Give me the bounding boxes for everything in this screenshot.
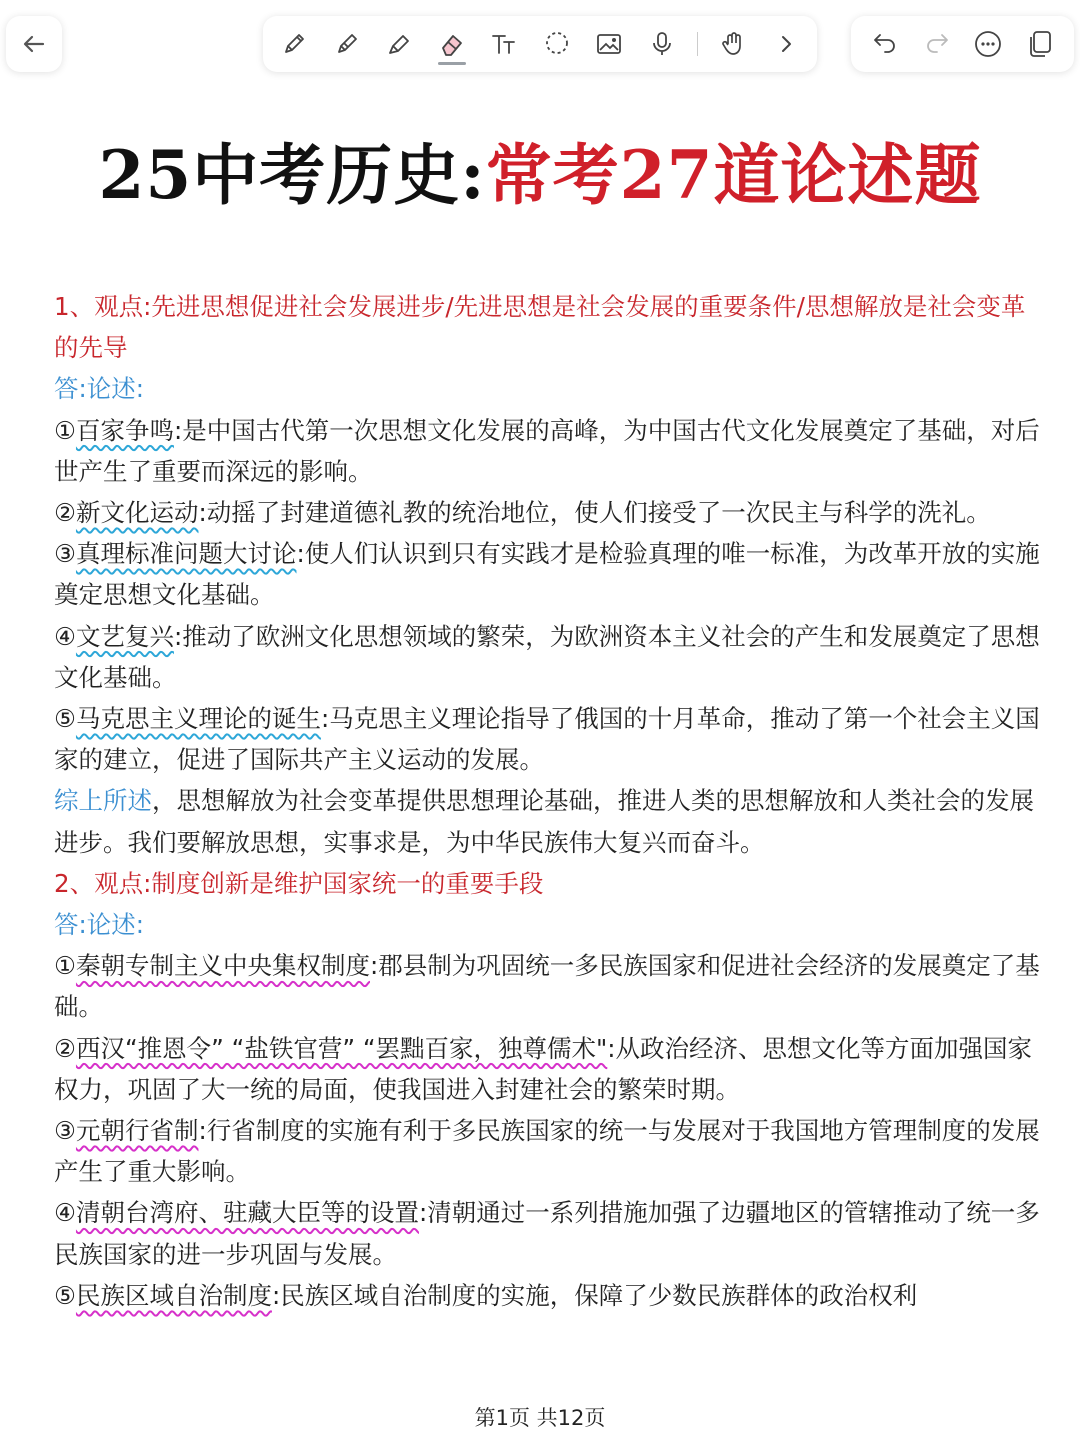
section1-heading: 1、观点:先进思想促进社会发展进步/先进思想是社会发展的重要条件/思想解放是社会变革的先导 <box>54 292 1026 363</box>
key-term: 百家争鸣 <box>75 415 174 445</box>
section1-summary: 综上所述，思想解放为社会变革提供思想理论基础，推进人类的思想解放和人类社会的发展进步。我们要解放思想，实事求是，为中华民族伟大复兴而奋斗。 <box>54 786 1034 857</box>
pen-icon[interactable] <box>330 27 364 61</box>
lasso-icon[interactable] <box>540 27 574 61</box>
highlighter-icon[interactable] <box>382 27 416 61</box>
active-tool-indicator <box>438 62 466 65</box>
page-indicator: 第1页 共12页 <box>474 1406 606 1430</box>
note-content <box>54 286 1044 1316</box>
list-item: ⑤民族区域自治制度:民族区域自治制度的实施，保障了少数民族群体的政治权利 <box>54 1280 918 1310</box>
chevron-right-icon[interactable] <box>769 27 803 61</box>
list-item: ③真理标准问题大讨论:使人们认识到只有实践才是检验真理的唯一标准，为改革开放的实施奠定思想文化基础。 <box>54 539 1040 610</box>
redo-icon[interactable] <box>920 27 954 61</box>
drawing-tools <box>263 16 817 72</box>
list-item: ⑤马克思主义理论的诞生:马克思主义理论指导了俄国的十月革命，推动了第一个社会主义国家的建立，促进了国际共产主义运动的发展。 <box>54 704 1040 775</box>
title-part-red: 常考27道论述题 <box>485 136 982 214</box>
list-item: ①秦朝专制主义中央集权制度:郡县制为巩固统一多民族国家和促进社会经济的发展奠定了基础。 <box>54 951 1040 1022</box>
key-term: 清朝台湾府、驻藏大臣等的设置 <box>75 1198 419 1228</box>
title-part-black: 25中考历史: <box>98 136 486 214</box>
text-icon[interactable] <box>487 27 521 61</box>
undo-icon[interactable] <box>868 27 902 61</box>
list-item: ④清朝台湾府、驻藏大臣等的设置:清朝通过一系列措施加强了边疆地区的管辖推动了统一多民族国家的进一步巩固与发展。 <box>54 1198 1040 1269</box>
toolbar-divider <box>697 32 698 56</box>
eraser-icon[interactable] <box>435 27 469 61</box>
arrow-left-icon <box>17 27 51 61</box>
list-item: ①百家争鸣:是中国古代第一次思想文化发展的高峰，为中国古代文化发展奠定了基础，对后世产生了重要而深远的影响。 <box>54 415 1040 486</box>
key-term: 新文化运动 <box>75 498 199 528</box>
page-title <box>0 122 1080 217</box>
key-term: 文艺复兴 <box>75 621 174 651</box>
back-button[interactable] <box>6 16 62 72</box>
key-term: 秦朝专制主义中央集权制度 <box>75 951 370 981</box>
key-term: 马克思主义理论的诞生 <box>75 704 321 734</box>
pages-icon[interactable] <box>1023 27 1057 61</box>
section2-answer-label: 答:论述: <box>54 910 145 940</box>
key-term: 真理标准问题大讨论 <box>75 539 297 569</box>
key-term: 元朝行省制 <box>75 1116 199 1146</box>
action-buttons <box>851 16 1074 72</box>
pen-icon[interactable] <box>277 27 311 61</box>
section2-heading: 2、观点:制度创新是维护国家统一的重要手段 <box>54 868 544 898</box>
key-term: 西汉“推恩令” “盐铁官营” “罢黜百家，独尊儒术" <box>75 1033 608 1063</box>
list-item: ②新文化运动:动摇了封建道德礼教的统治地位，使人们接受了一次民主与科学的洗礼。 <box>54 498 991 528</box>
list-item: ②西汉“推恩令” “盐铁官营” “罢黜百家，独尊儒术":从政治经济、思想文化等方面加强国家权力，巩固了大一统的局面，使我国进入封建社会的繁荣时期。 <box>54 1033 1033 1104</box>
more-icon[interactable] <box>971 27 1005 61</box>
toolbar <box>0 0 1080 96</box>
section1-answer-label: 答:论述: <box>54 374 145 404</box>
image-icon[interactable] <box>592 27 626 61</box>
microphone-icon[interactable] <box>645 27 679 61</box>
list-item: ④文艺复兴:推动了欧洲文化思想领域的繁荣，为欧洲资本主义社会的产生和发展奠定了思想文化基础。 <box>54 621 1040 692</box>
key-term: 民族区域自治制度 <box>75 1280 272 1310</box>
list-item: ③元朝行省制:行省制度的实施有利于多民族国家的统一与发展对于我国地方管理制度的发展产生了重大影响。 <box>54 1116 1040 1187</box>
hand-icon[interactable] <box>717 27 751 61</box>
summary-lead: 综上所述 <box>54 786 152 816</box>
